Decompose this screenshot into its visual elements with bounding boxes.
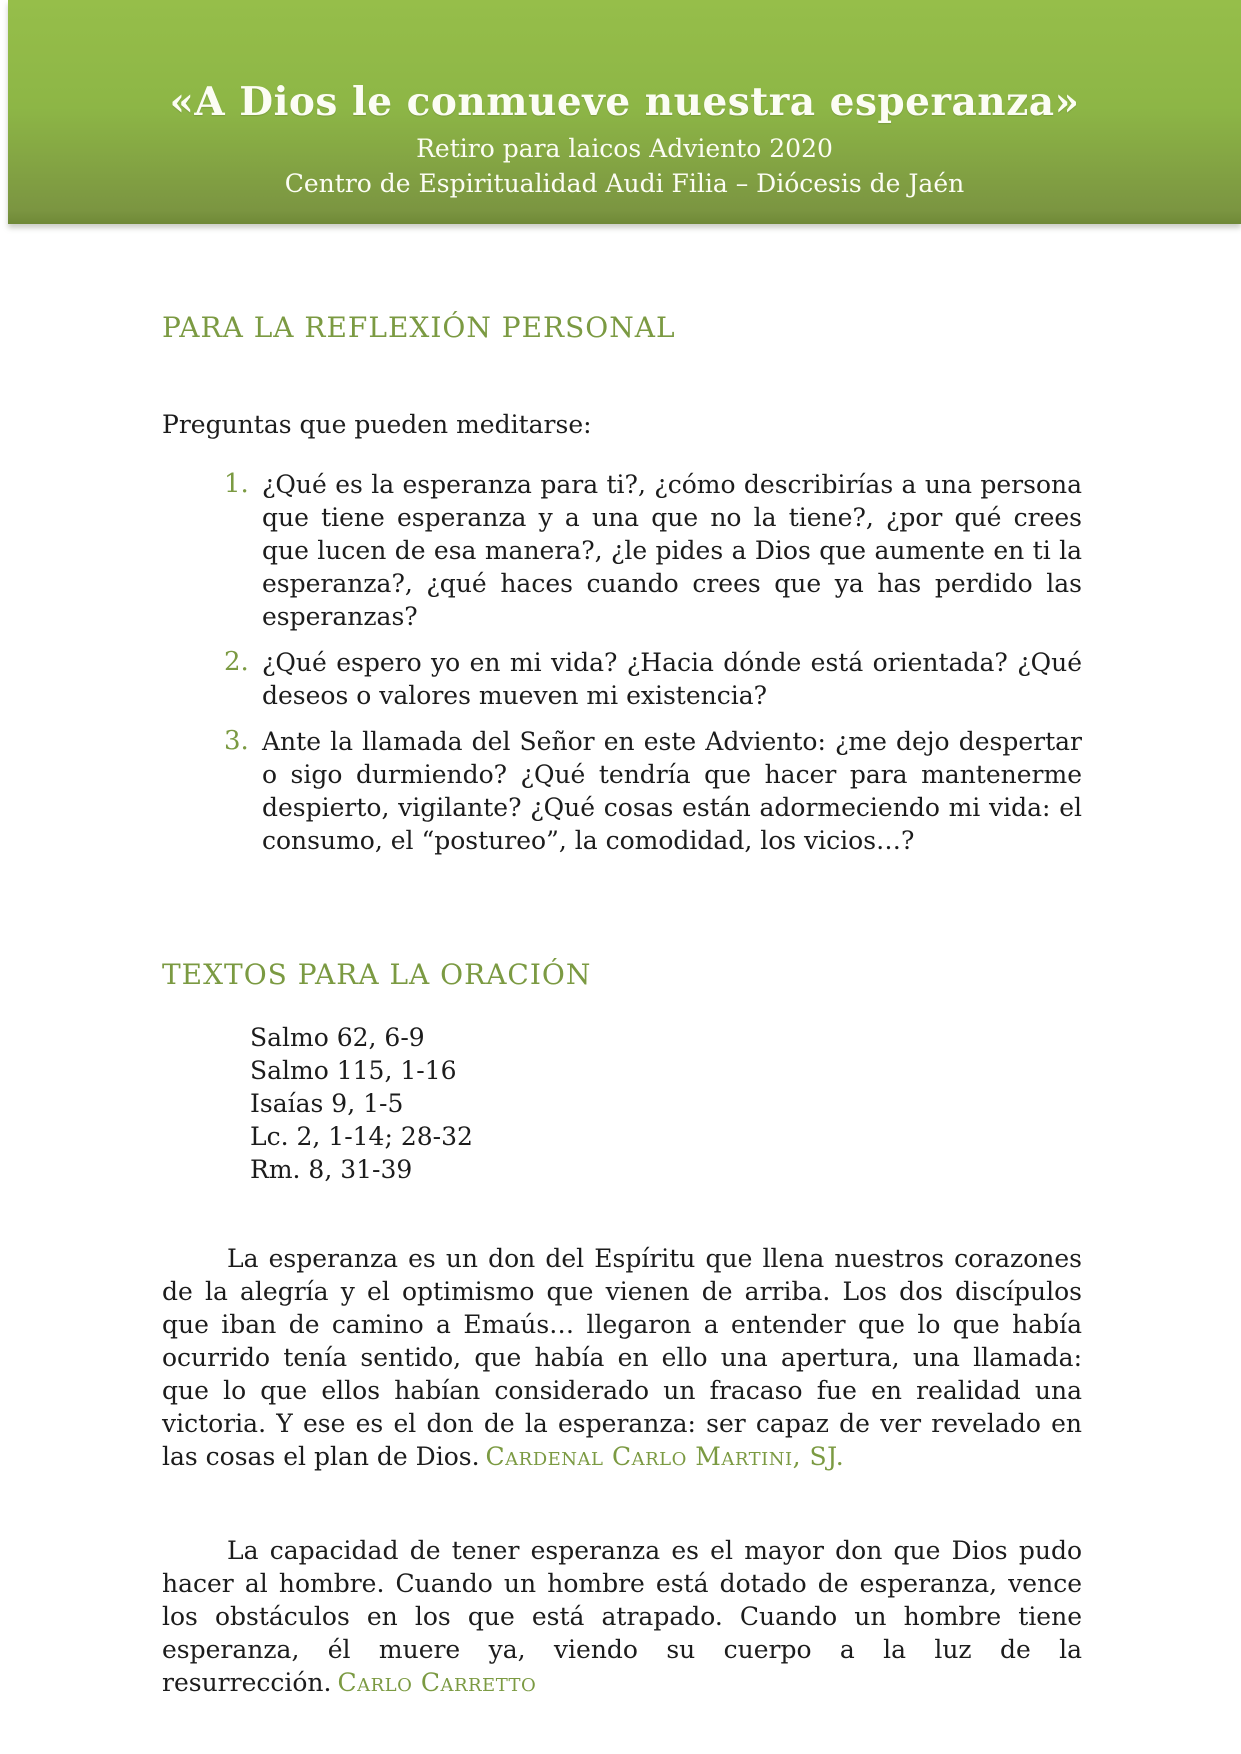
section-heading-prayer: TEXTOS PARA LA ORACIÓN [162,958,592,991]
question-text: ¿Qué espero yo en mi vida? ¿Hacia dónde está orientada? ¿Qué deseos o valores mueven mi existencia? [262,648,1082,710]
quote-text: La capacidad de tener esperanza es el mayor don que Dios pudo hacer al hombre. Cuando un hombre está dotado de esperanza, vence los obstáculos en los que está atrapado. Cuando un hombre tiene esperanza, él muere ya, viendo su cuerpo a la luz de la resurrección. [162,1536,1082,1697]
question-text: ¿Qué es la esperanza para ti?, ¿cómo describirías a una persona que tiene esperanza y a una que no la tiene?, ¿por qué crees que lucen de esa manera?, ¿le pides a Dios que aumente en ti la esperanza?, ¿qué haces cuando crees que ya has perdido las esperanzas? [262,470,1082,631]
document-subtitle-line1: Retiro para laicos Adviento 2020 [416,134,833,163]
scripture-list [250,1021,1082,1186]
section-heading-reflection: PARA LA REFLEXIÓN PERSONAL [162,311,676,344]
question-number: 3. [224,726,249,756]
scripture-line: Isaías 9, 1-5 [250,1089,404,1118]
reflection-intro: Preguntas que pueden meditarse: [162,410,592,439]
question-text: Ante la llamada del Señor en este Adviento: ¿me dejo despertar o sigo durmiendo? ¿Qué tendría que hacer para mantenerme despierto, vigilante? ¿Qué cosas están adormeciendo mi vida: el consumo, el “postureo”, la comodidad, los vicios…? [262,727,1082,855]
question-number: 1. [224,469,249,499]
scripture-line: Salmo 115, 1-16 [250,1056,457,1085]
question-item [162,646,1082,712]
question-item [162,725,1082,857]
quote-paragraph [162,1242,1082,1473]
page-content [0,224,1241,1699]
header-band [8,0,1241,224]
document-subtitle-line2: Centro de Espiritualidad Audi Filia – Diócesis de Jaén [284,169,965,198]
scripture-line: Lc. 2, 1-14; 28-32 [250,1122,473,1151]
header-content [8,0,1241,201]
scripture-line: Rm. 8, 31-39 [250,1155,413,1184]
scripture-line: Salmo 62, 6-9 [250,1023,425,1052]
question-number: 2. [224,647,249,677]
quote-attribution: Carlo Carretto [337,1668,537,1697]
question-list [162,468,1082,857]
quote-attribution: Cardenal Carlo Martini, SJ. [485,1442,845,1471]
quote-paragraph [162,1534,1082,1699]
question-item [162,468,1082,633]
document-title: «A Dios le conmueve nuestra esperanza» [169,79,1080,125]
quote-text: La esperanza es un don del Espíritu que llena nuestros corazones de la alegría y el optimismo que vienen de arriba. Los dos discípulos que iban de camino a Emaús… llegaron a entender que lo que había ocurrido tenía sentido, que había en ello una apertura, una llamada: que lo que ellos habían considerado un fracaso fue en realidad una victoria. Y ese es el don de la esperanza: ser capaz de ver revelado en las cosas el plan de Dios. [162,1244,1082,1471]
